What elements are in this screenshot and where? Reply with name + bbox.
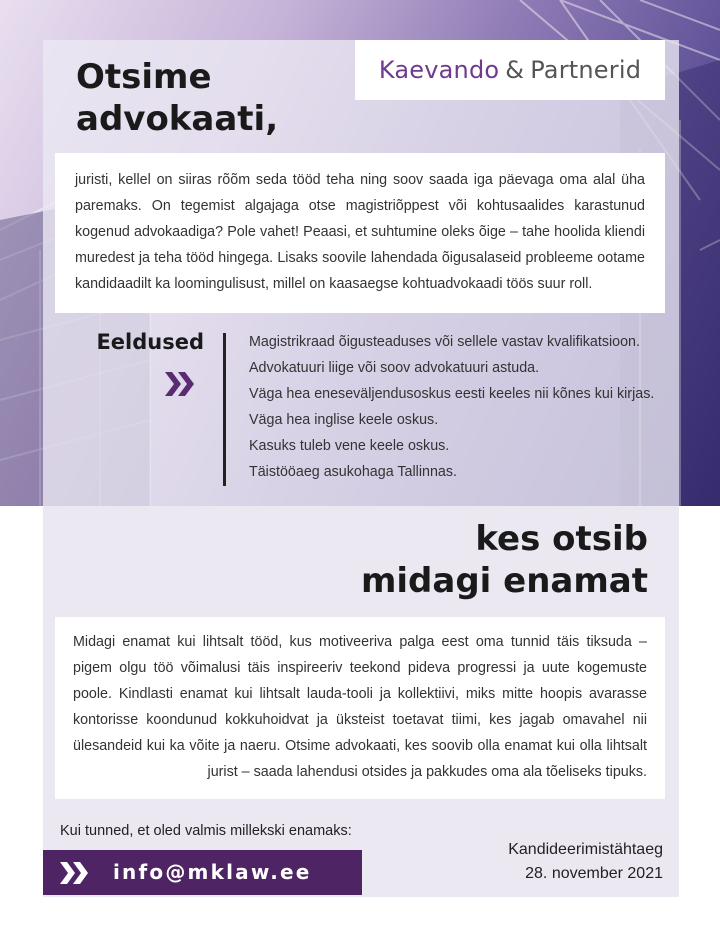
requirements-title: Eeldused	[96, 330, 204, 354]
main-headline	[76, 56, 356, 140]
requirement-item: Kasuks tuleb vene keele oskus.	[249, 438, 450, 454]
more-text: Midagi enamat kui lihtsalt tööd, kus motiveeriva palga eest oma tunnid täis tiksuda – pigem olgu töö võimalusi täis inspireeriv teekond pideva progressi ja uute kogemuste poole. Kindlasti enamat kui lihtsalt lauda-tooli ja kollektiivi, miks mitte hoopis avarasse kontorisse koondunud kokkuhoidvat ja üksteist toetavat tiimi, kes jagab omavahel nii ülesandeid kui ka võite ja naeru. Otsime advokaati, kes soovib olla enamat kui olla lihtsalt jurist – saada lahendusi otsides ja pakkudes oma ala tõeliseks tipuks.	[73, 634, 647, 780]
more-box	[55, 617, 665, 799]
sub-headline-line-1: kes otsib	[475, 519, 648, 559]
contact-label: Kui tunned, et oled valmis millekski enamaks:	[60, 823, 352, 839]
brand-name-secondary: Partnerid	[530, 56, 642, 84]
double-chevron-right-icon	[60, 862, 92, 884]
intro-box	[55, 153, 665, 313]
requirement-item: Väga hea eneseväljendusoskus eesti keeles nii kõnes kui kirjas.	[249, 386, 655, 402]
requirements-divider	[223, 333, 226, 486]
deadline-date: 28. november 2021	[525, 865, 663, 882]
deadline	[470, 838, 663, 886]
brand-logo	[355, 40, 665, 100]
email-link[interactable]: info@mklaw.ee	[113, 860, 312, 884]
deadline-label: Kandideerimistähtaeg	[508, 841, 663, 858]
intro-text: juristi, kellel on siiras rõõm seda tööd teha ning soov saada iga päevaga oma alal üha paremaks. On tegemist algajaga otse magistriõppest või kohtusaalides karastunud kogenud advokaadiga? Pole vahet! Peaasi, et suhtumine oleks õige – tahe hoolida kliendi muredest ja teha tööd hingega. Lisaks soovile lahendada õigusalaseid probleeme ootame kandidaadilt ka loomingulisust, millel on kaasaegse kohtuadvokaadi töös suur roll.	[75, 172, 645, 292]
sub-headline	[300, 518, 648, 602]
double-chevron-right-icon	[165, 372, 197, 396]
headline-line-2: advokaati,	[76, 99, 279, 139]
requirement-item: Väga hea inglise keele oskus.	[249, 412, 439, 428]
sub-headline-line-2: midagi enamat	[360, 561, 648, 601]
email-bar[interactable]	[43, 850, 362, 895]
brand-name-primary: Kaevando	[378, 56, 500, 84]
requirement-item: Täistööaeg asukohaga Tallinnas.	[249, 464, 457, 480]
brand-ampersand: &	[505, 56, 525, 84]
headline-line-1: Otsime	[76, 57, 212, 97]
requirement-item: Advokatuuri liige või soov advokatuuri astuda.	[249, 360, 540, 376]
requirement-item: Magistrikraad õigusteaduses või sellele vastav kvalifikatsioon.	[249, 334, 640, 350]
requirements-list	[249, 329, 654, 485]
